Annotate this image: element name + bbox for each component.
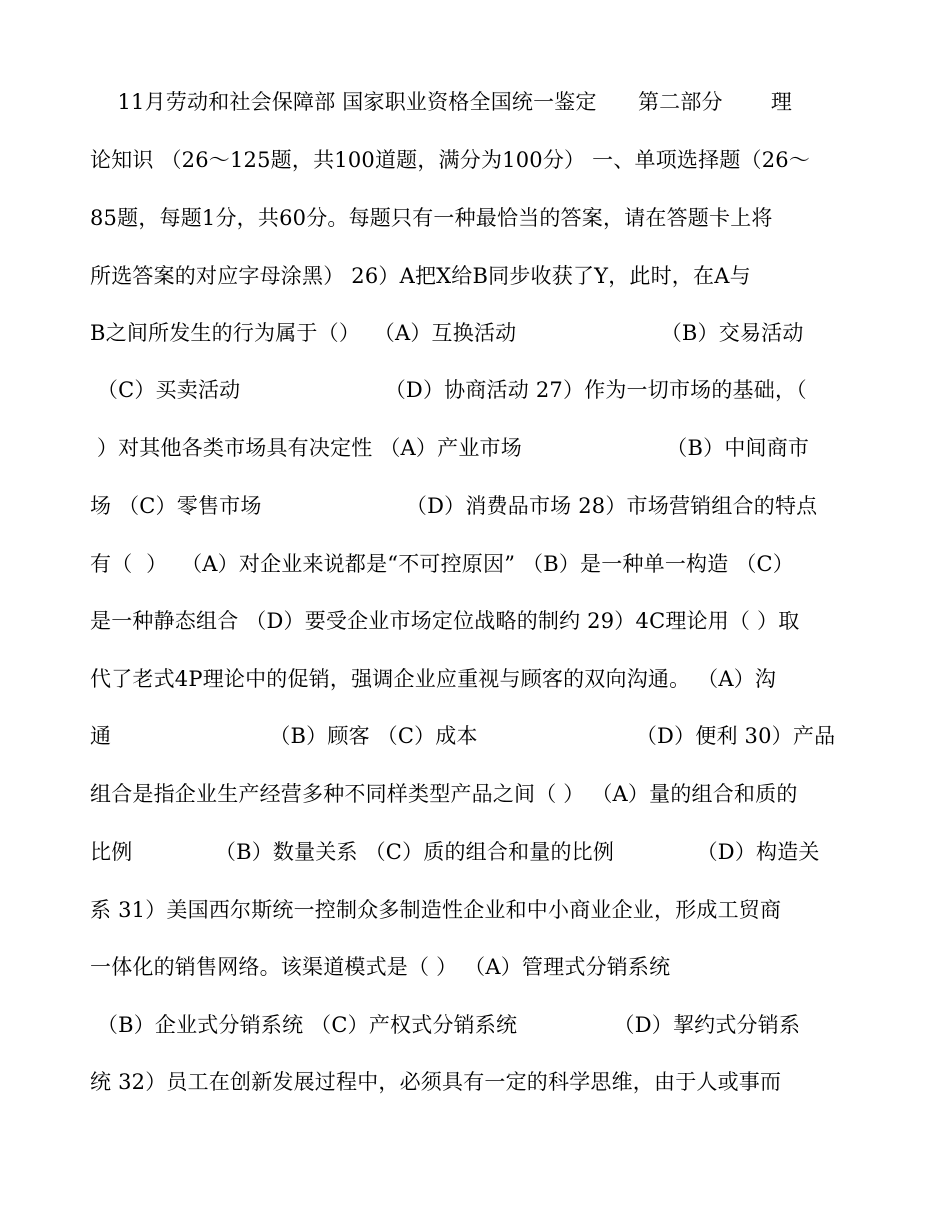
text-line: 系 31）美国西尔斯统一控制众多制造性企业和中小商业企业，形成工贸商 bbox=[90, 898, 782, 922]
text-line: 有（ ） （A）对企业来说都是“不可控原因” （B）是一种单一构造 （C） bbox=[90, 552, 794, 576]
text-line: 一体化的销售网络。该渠道模式是（ ） （A）管理式分销系统 bbox=[90, 955, 671, 979]
text-line: （C）买卖活动 （D）协商活动 27）作为一切市场的基础，（ bbox=[90, 378, 807, 402]
text-line: B之间所发生的行为属于（） （A）互换活动 （B）交易活动 bbox=[90, 321, 804, 345]
text-line: ）对其他各类市场具有决定性 （A）产业市场 （B）中间商市 bbox=[90, 436, 810, 460]
text-line: 代了老式4P理论中的促销，强调企业应重视与顾客的双向沟通。 （A）沟 bbox=[90, 667, 777, 691]
text-line: 论知识 （26～125题，共100道题，满分为100分） 一、单项选择题（26～ bbox=[90, 148, 811, 172]
text-line: （B）企业式分销系统 （C）产权式分销系统 （D）挈约式分销系 bbox=[90, 1013, 801, 1037]
text-line: 场 （C）零售市场 （D）消费品市场 28）市场营销组合的特点 bbox=[90, 494, 818, 518]
text-line: 所选答案的对应字母涂黑） 26）A把X给B同步收获了Y，此时，在A与 bbox=[90, 264, 751, 288]
text-line: 统 32）员工在创新发展过程中，必须具有一定的科学思维，由于人或事而 bbox=[90, 1070, 782, 1094]
text-line: 85题，每题1分，共60分。每题只有一种最恰当的答案，请在答题卡上将 bbox=[90, 206, 773, 230]
text-line: 比例 （B）数量关系 （C）质的组合和量的比例 （D）构造关 bbox=[90, 840, 820, 864]
text-line: 是一种静态组合 （D）要受企业市场定位战略的制约 29）4C理论用（ ）取 bbox=[90, 609, 800, 633]
text-line: 组合是指企业生产经营多种不同样类型产品之间（ ） （A）量的组合和质的 bbox=[90, 782, 798, 806]
text-line: 11月劳动和社会保障部 国家职业资格全国统一鉴定 第二部分 理 bbox=[90, 90, 793, 114]
text-line: 通 （B）顾客 （C）成本 （D）便利 30）产品 bbox=[90, 724, 836, 748]
